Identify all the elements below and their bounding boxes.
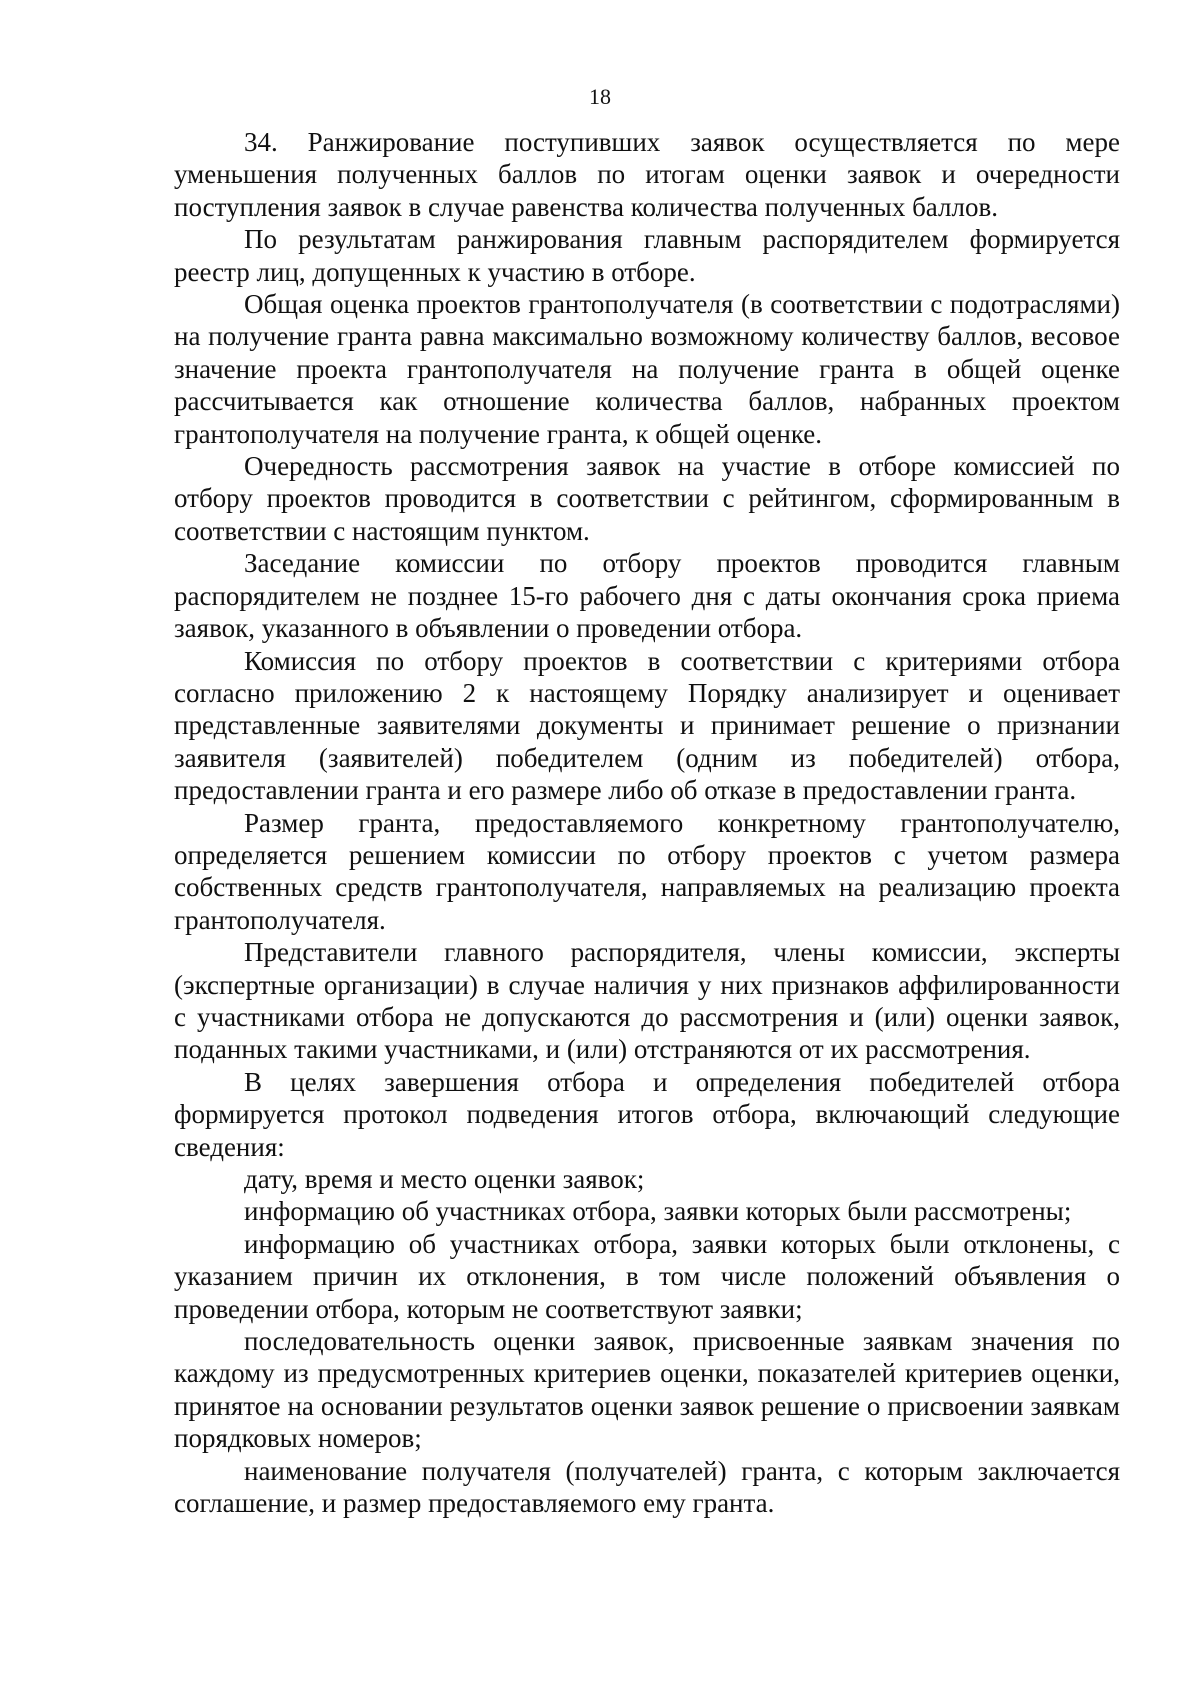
paragraph-5: Заседание комиссии по отбору проектов проводится главным распорядителем не позднее 15-го рабочего дня с даты окончания срока приема заявок, указанного в объявлении о проведении отбора. — [174, 548, 1120, 644]
list-item-1: дату, время и место оценки заявок; — [244, 1164, 645, 1194]
paragraph-9: В целях завершения отбора и определения победителей отбора формируется протокол подведения итогов отбора, включающий следующие сведения: — [174, 1066, 1120, 1162]
page-number: 18 — [589, 84, 611, 109]
paragraph-3: Общая оценка проектов грантополучателя (в соответствии с подотраслями) на получение гранта равна максимально возможному количеству баллов, весовое значение проекта грантополучателя на получение гранта в общей оценке рассчитывается как отношение количества баллов, набранных проектом грантополучателя на получение гранта, к общей оценке. — [174, 289, 1120, 449]
paragraph-1: 34. Ранжирование поступивших заявок осуществляется по мере уменьшения полученных баллов по итогам оценки заявок и очередности поступления заявок в случае равенства количества полученных баллов. — [174, 127, 1120, 222]
list-item-4: последовательность оценки заявок, присвоенные заявкам значения по каждому из предусмотренных критериев оценки, показателей критериев оценки, принятое на основании результатов оценки заявок решение о присвоении заявкам порядковых номеров; — [174, 1326, 1120, 1454]
document-body — [174, 126, 1120, 1519]
paragraph-8: Представители главного распорядителя, члены комиссии, эксперты (экспертные организации) в случае наличия у них признаков аффилированности с участниками отбора не допускаются до рассмотрения и (или) оценки заявок, поданных такими участниками, и (или) отстраняются от их рассмотрения. — [174, 937, 1120, 1065]
paragraph-4: Очередность рассмотрения заявок на участие в отборе комиссией по отбору проектов проводится в соответствии с рейтингом, сформированным в соответствии с настоящим пунктом. — [174, 451, 1120, 546]
list-item-2: информацию об участниках отбора, заявки которых были рассмотрены; — [244, 1196, 1072, 1227]
paragraph-7: Размер гранта, предоставляемого конкретному грантополучателю, определяется решением комиссии по отбору проектов с учетом размера собственных средств грантополучателя, направляемых на реализацию проекта грантополучателя. — [174, 807, 1120, 935]
paragraph-6: Комиссия по отбору проектов в соответствии с критериями отбора согласно приложению 2 к настоящему Порядку анализирует и оценивает представленные заявителями документы и принимает решение о признании заявителя (заявителей) победителем (одним из победителей) отбора, предоставлении гранта и его размере либо об отказе в предоставлении гранта. — [174, 645, 1120, 806]
list-item-3: информацию об участниках отбора, заявки которых были отклонены, с указанием причин их отклонения, в том числе положений объявления о проведении отбора, которым не соответствуют заявки; — [174, 1228, 1120, 1324]
paragraph-2: По результатам ранжирования главным распорядителем формируется реестр лиц, допущенных к участию в отборе. — [174, 224, 1120, 287]
list-item-5: наименование получателя (получателей) гранта, с которым заключается соглашение, и размер предоставляемого ему гранта. — [174, 1455, 1120, 1519]
